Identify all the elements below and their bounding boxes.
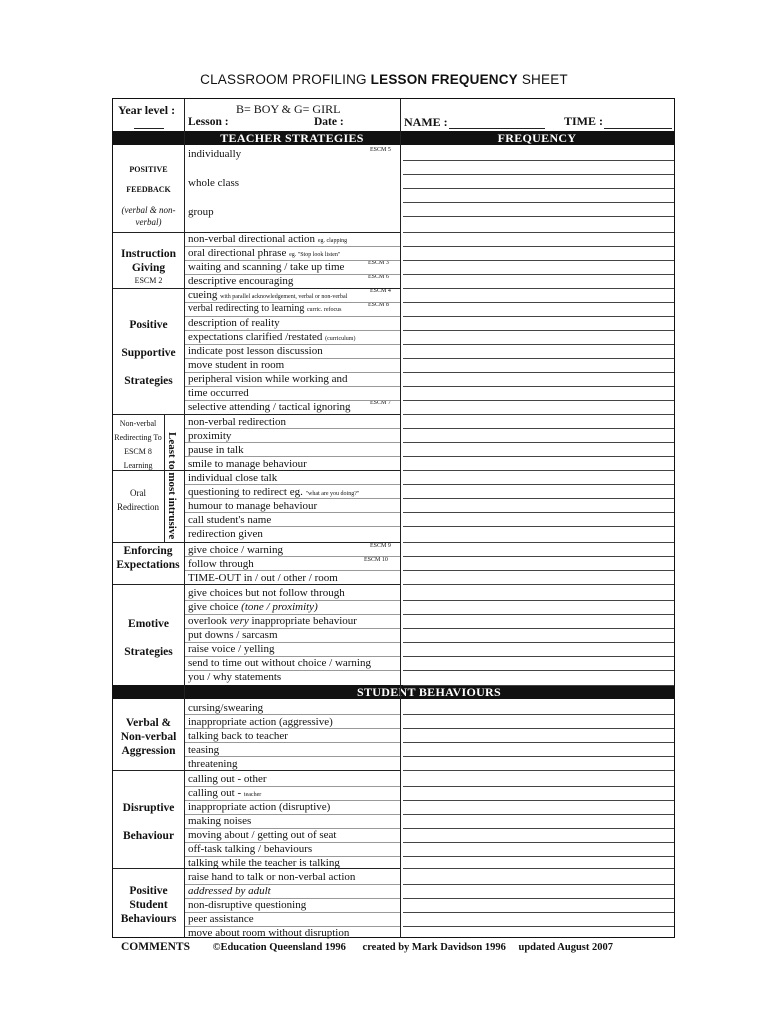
page-title: CLASSROOM PROFILING LESSON FREQUENCY SHEET: [200, 72, 568, 87]
item-rule: [185, 316, 400, 317]
frequency-tally-line[interactable]: [403, 926, 674, 927]
frequency-tally-line[interactable]: [403, 614, 674, 615]
category-positive-supportive: Positive: [129, 319, 168, 331]
item-rule: [185, 786, 400, 787]
category-emotive-strategies: Emotive: [128, 618, 169, 630]
frequency-tally-line[interactable]: [403, 856, 674, 857]
item-calling-out-teacher: calling out - teacher: [188, 787, 262, 799]
frequency-tally-line[interactable]: [403, 542, 674, 543]
item-raise-hand: raise hand to talk or non-verbal action: [188, 871, 356, 883]
item-rule: [185, 358, 400, 359]
item-rule: [185, 274, 400, 275]
frequency-tally-line[interactable]: [403, 316, 674, 317]
category-nonverbal-redirecting: Non-verbal Redirecting To ESCM 8 Learning: [114, 419, 162, 470]
item-rule: [185, 756, 400, 757]
frequency-tally-line[interactable]: [403, 556, 674, 557]
item-rule: [185, 442, 400, 443]
frequency-tally-line[interactable]: [403, 868, 674, 869]
escm-code: ESCM 3: [368, 260, 389, 266]
category-positive-supportive: Supportive: [121, 347, 176, 359]
section-bar-left: [113, 131, 184, 145]
item-rule: [185, 386, 400, 387]
item-rule: [185, 372, 400, 373]
item-rule: [185, 400, 400, 401]
frequency-tally-line[interactable]: [403, 288, 674, 289]
frequency-tally-line[interactable]: [403, 414, 674, 415]
frequency-tally-line[interactable]: [403, 842, 674, 843]
footer: [121, 941, 613, 953]
item-rule: [185, 428, 400, 429]
boy-girl-key: B= BOY & G= GIRL: [236, 102, 341, 116]
item-give-choice-warning: give choice / warning: [188, 544, 283, 556]
item-rule: [185, 656, 400, 657]
category-disruptive-behaviour: Disruptive: [122, 802, 175, 814]
category-disruptive-behaviour: Behaviour: [122, 830, 175, 842]
frequency-tally-line[interactable]: [403, 386, 674, 387]
item-whole-class: whole class: [188, 177, 240, 189]
item-send-time-out: send to time out without choice / warning: [188, 657, 371, 669]
item-overlook: overlook very inappropriate behaviour: [188, 615, 357, 627]
frequency-tally-line[interactable]: [403, 714, 674, 715]
category-positive-supportive: Strategies: [124, 375, 173, 387]
category-verbal-aggression: Verbal & Non-verbal Aggression: [120, 717, 177, 757]
created-by: created by Mark Davidson 1996: [362, 942, 506, 953]
item-rule: [185, 898, 400, 899]
divider-category: [184, 99, 185, 938]
escm-code: ESCM 7: [370, 400, 391, 406]
item-rule: [185, 842, 400, 843]
frequency-tally-line[interactable]: [403, 685, 674, 686]
item-rule: [185, 344, 400, 345]
item-time-occurred: time occurred: [188, 387, 249, 399]
frequency-tally-line[interactable]: [403, 642, 674, 643]
frequency-tally-line[interactable]: [403, 628, 674, 629]
item-expectations-clarified: expectations clarified /restated (curriculum): [188, 331, 356, 343]
item-peer-assistance: peer assistance: [188, 913, 254, 925]
category-oral-redirection: Oral Redirection: [117, 488, 159, 512]
item-smile: smile to manage behaviour: [188, 458, 307, 470]
frequency-tally-line[interactable]: [403, 656, 674, 657]
item-addressed-by-adult: addressed by adult: [188, 885, 271, 897]
item-rule: [185, 484, 400, 485]
item-pause-in-talk: pause in talk: [188, 444, 244, 456]
frequency-tally-line[interactable]: [403, 428, 674, 429]
student-behaviours-heading: STUDENT BEHAVIOURS: [184, 685, 674, 699]
item-nonverbal-redirection: non-verbal redirection: [188, 416, 287, 428]
row-divider: [113, 770, 400, 771]
frequency-tally-line[interactable]: [403, 174, 674, 175]
frequency-tally-line[interactable]: [403, 800, 674, 801]
item-individual-close-talk: individual close talk: [188, 472, 278, 484]
frequency-tally-line[interactable]: [403, 756, 674, 757]
item-time-out: TIME-OUT in / out / other / room: [188, 572, 338, 584]
year-level-field[interactable]: [134, 128, 164, 129]
item-rule: [185, 742, 400, 743]
item-raise-voice: raise voice / yelling: [188, 643, 275, 655]
time-label: TIME :: [564, 114, 603, 128]
frequency-tally-line[interactable]: [403, 570, 674, 571]
category-instruction-code: ESCM 2: [134, 276, 163, 285]
item-rule: [185, 642, 400, 643]
teacher-strategies-heading: TEACHER STRATEGIES: [184, 131, 400, 145]
item-rule: [185, 302, 400, 303]
item-rule: [185, 614, 400, 615]
frequency-tally-line[interactable]: [403, 884, 674, 885]
category-instruction-giving: Instruction Giving: [121, 248, 176, 274]
frequency-tally-line[interactable]: [403, 898, 674, 899]
item-making-noises: making noises: [188, 815, 252, 827]
item-rule: [185, 926, 400, 927]
frequency-heading: FREQUENCY: [400, 131, 674, 145]
frequency-tally-line[interactable]: [403, 728, 674, 729]
frequency-tally-line[interactable]: [403, 470, 674, 471]
item-you-why: you / why statements: [188, 671, 282, 683]
item-rule: [185, 856, 400, 857]
escm-code: ESCM 5: [370, 147, 391, 153]
category-emotive-strategies: Strategies: [124, 646, 173, 658]
item-give-choice-tone: give choice (tone / proximity): [188, 601, 318, 613]
item-threatening: threatening: [188, 758, 238, 770]
escm-code: ESCM 6: [368, 274, 389, 280]
item-teasing: teasing: [188, 744, 220, 756]
section-bar-left-2: [113, 685, 184, 699]
item-inappropriate-aggressive: inappropriate action (aggressive): [188, 716, 333, 728]
item-peripheral-vision: peripheral vision while working and: [188, 373, 348, 385]
item-talking-back: talking back to teacher: [188, 730, 288, 742]
item-calling-out-other: calling out - other: [188, 773, 267, 785]
frequency-tally-line[interactable]: [403, 358, 674, 359]
item-rule: [185, 884, 400, 885]
category-positive-student-behaviours: Positive Student Behaviours: [120, 885, 177, 925]
item-rule: [185, 728, 400, 729]
frequency-tally-line[interactable]: [403, 600, 674, 601]
frequency-tally-line[interactable]: [403, 742, 674, 743]
item-rule: [185, 498, 400, 499]
category-positive-feedback: POSITIVE FEEDBACK: [126, 165, 171, 194]
frequency-tally-line[interactable]: [403, 814, 674, 815]
item-waiting-scanning: waiting and scanning / take up time: [188, 261, 345, 273]
item-rule: [185, 526, 400, 527]
item-rule: [185, 828, 400, 829]
item-off-task: off-task talking / behaviours: [188, 843, 313, 855]
date-label: Date :: [314, 116, 344, 128]
frequency-tally-line[interactable]: [403, 202, 674, 203]
item-descriptive-encouraging: descriptive encouraging: [188, 275, 294, 287]
category-enforcing-expectations: Enforcing Expectations: [116, 545, 180, 571]
escm-code: ESCM 8: [368, 302, 389, 308]
item-oral-directional: oral directional phrase eg. "Stop look listen": [188, 247, 341, 259]
frequency-tally-line[interactable]: [403, 160, 674, 161]
name-field[interactable]: [449, 128, 545, 129]
least-to-most-intrusive-label: Least to most intrusive: [166, 432, 178, 540]
item-talking-while-teacher: talking while the teacher is talking: [188, 857, 340, 869]
escm-code: ESCM 4: [370, 288, 391, 294]
frequency-tally-line[interactable]: [403, 260, 674, 261]
item-cueing: cueing with parallel acknowledgement, verbal or non-verbal: [188, 289, 348, 301]
item-cursing: cursing/swearing: [188, 702, 264, 714]
frequency-tally-line[interactable]: [403, 302, 674, 303]
item-rule: [185, 556, 400, 557]
item-move-student: move student in room: [188, 359, 285, 371]
frequency-tally-line[interactable]: [403, 442, 674, 443]
item-follow-through: follow through: [188, 558, 254, 570]
time-field[interactable]: [604, 128, 672, 129]
item-rule: [185, 800, 400, 801]
escm-code: ESCM 9: [370, 543, 391, 549]
name-label: NAME :: [404, 115, 448, 129]
item-description-reality: description of reality: [188, 317, 280, 329]
item-post-lesson: indicate post lesson discussion: [188, 345, 323, 357]
divider-intrusive: [164, 414, 165, 542]
frequency-tally-line[interactable]: [403, 512, 674, 513]
item-move-about-room: move about room without disruption: [188, 927, 350, 939]
frequency-tally-line[interactable]: [403, 498, 674, 499]
item-nonverbal-directional: non-verbal directional action eg. clapping: [188, 233, 348, 245]
comments-label: COMMENTS: [121, 941, 190, 953]
frequency-tally-line[interactable]: [403, 188, 674, 189]
item-rule: [185, 570, 400, 571]
frequency-tally-line[interactable]: [403, 584, 674, 585]
frequency-tally-line[interactable]: [403, 344, 674, 345]
frequency-tally-line[interactable]: [403, 400, 674, 401]
item-rule: [185, 600, 400, 601]
item-selective-attending: selective attending / tactical ignoring: [188, 401, 351, 413]
frequency-tally-line[interactable]: [403, 246, 674, 247]
frequency-tally-line[interactable]: [403, 786, 674, 787]
item-rule: [185, 456, 400, 457]
item-redirection-given: redirection given: [188, 528, 263, 540]
frequency-tally-line[interactable]: [403, 456, 674, 457]
frequency-tally-line[interactable]: [403, 912, 674, 913]
item-individually: individually: [188, 148, 242, 160]
item-rule: [185, 628, 400, 629]
item-rule: [185, 246, 400, 247]
item-rule: [185, 330, 400, 331]
item-group: group: [188, 206, 214, 218]
frequency-tally-line[interactable]: [403, 526, 674, 527]
divider-frequency: [400, 99, 401, 938]
lesson-label: Lesson :: [188, 116, 229, 128]
item-verbal-redirecting: verbal redirecting to learning curric. refocus: [188, 303, 342, 314]
item-call-name: call student's name: [188, 514, 272, 526]
updated-date: updated August 2007: [518, 942, 614, 953]
item-rule: [185, 912, 400, 913]
item-questioning: questioning to redirect eg. "what are you doing?": [188, 486, 360, 498]
frequency-tally-line[interactable]: [403, 274, 674, 275]
escm-code: ESCM 10: [364, 557, 388, 563]
item-inappropriate-disruptive: inappropriate action (disruptive): [188, 801, 331, 813]
item-rule: [185, 714, 400, 715]
frequency-tally-line[interactable]: [403, 484, 674, 485]
item-moving-about: moving about / getting out of seat: [188, 829, 337, 841]
item-rule: [185, 814, 400, 815]
frequency-tally-line[interactable]: [403, 670, 674, 671]
item-humour: humour to manage behaviour: [188, 500, 318, 512]
frequency-tally-line[interactable]: [403, 216, 674, 217]
item-rule: [185, 512, 400, 513]
frequency-tally-line[interactable]: [403, 828, 674, 829]
frequency-tally-line[interactable]: [403, 330, 674, 331]
frequency-tally-line[interactable]: [403, 232, 674, 233]
item-put-downs: put downs / sarcasm: [188, 629, 278, 641]
frequency-tally-line[interactable]: [403, 372, 674, 373]
category-verbal-nonverbal: (verbal & non-verbal): [121, 205, 176, 227]
item-rule: [185, 260, 400, 261]
item-proximity: proximity: [188, 430, 232, 442]
frequency-tally-line[interactable]: [403, 770, 674, 771]
year-level-label: Year level :: [118, 103, 176, 117]
copyright: ©Education Queensland 1996: [212, 942, 346, 953]
item-non-disruptive-questioning: non-disruptive questioning: [188, 899, 307, 911]
item-give-choices-not-follow: give choices but not follow through: [188, 587, 345, 599]
item-rule: [185, 670, 400, 671]
